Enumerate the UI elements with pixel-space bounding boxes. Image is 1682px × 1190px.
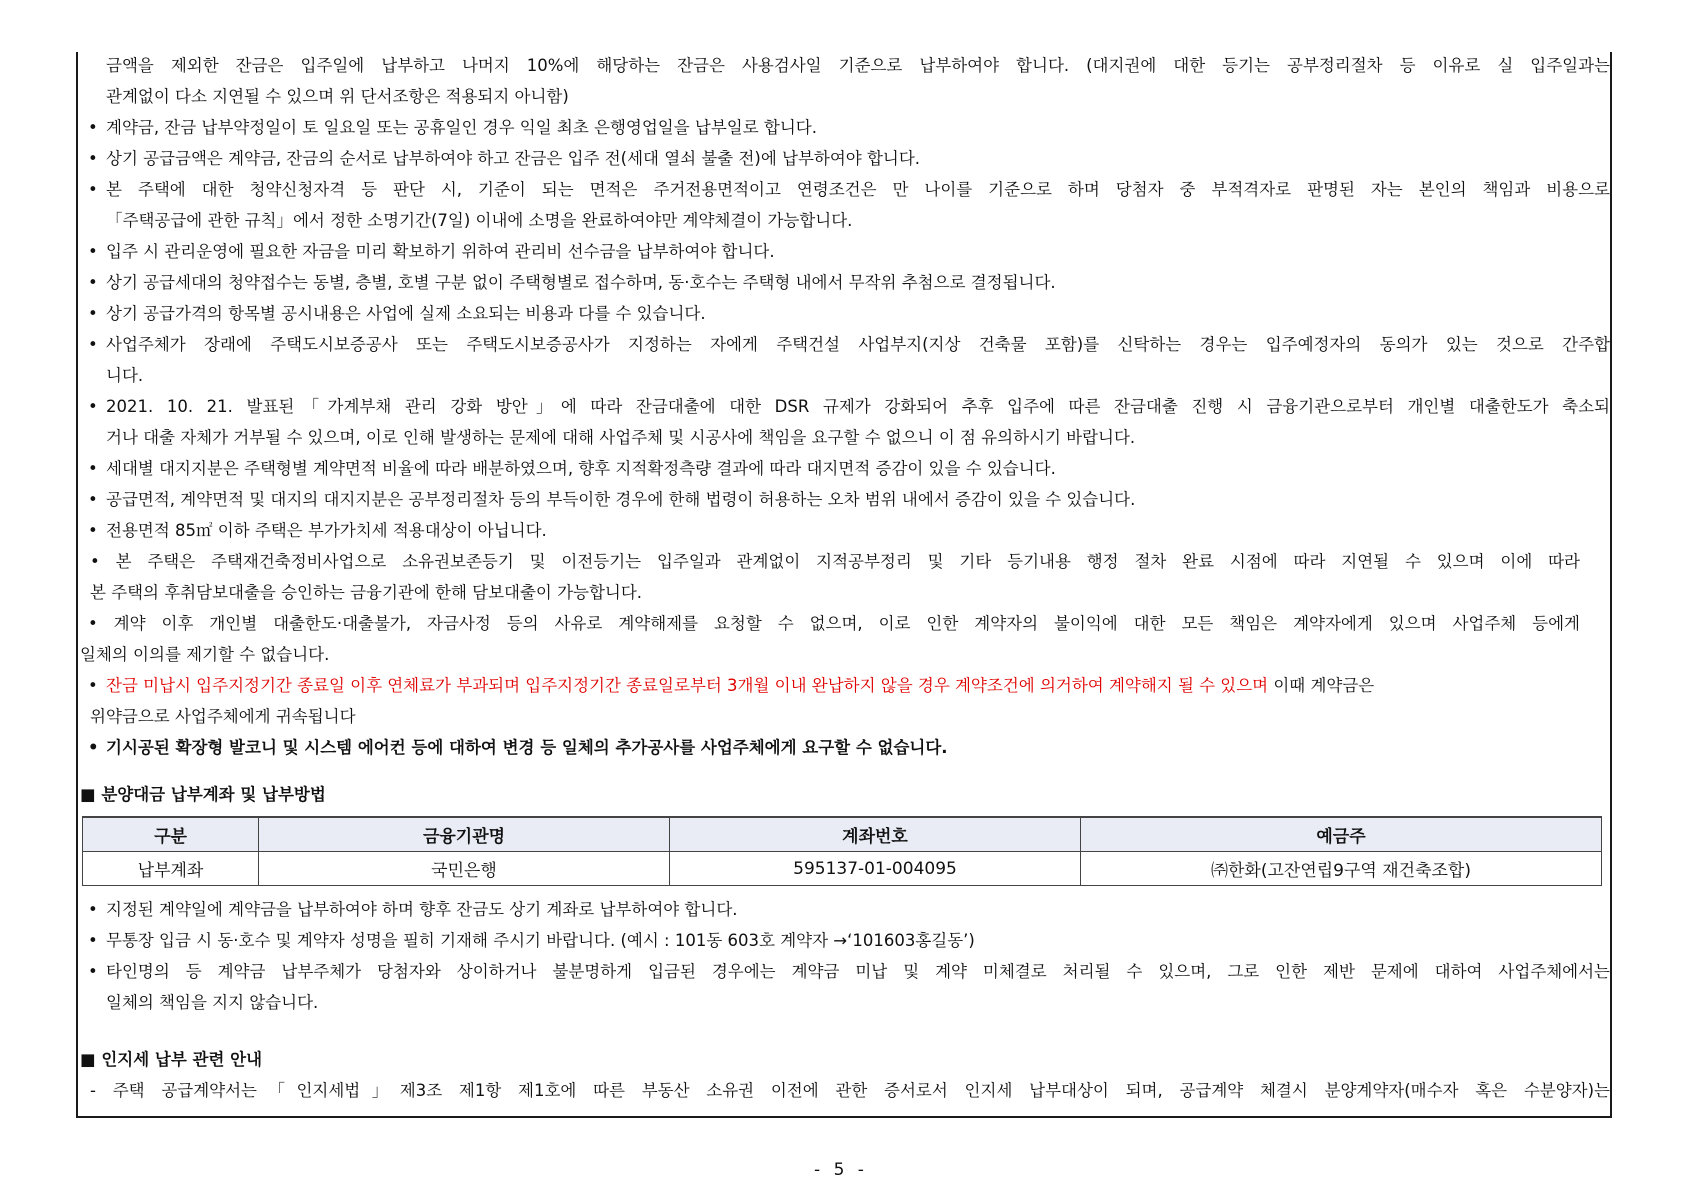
bullet-item: • 사업주체가 장래에 주택도시보증공사 또는 주택도시보증공사가 지정하는 자에게 주택건설 사업부지(지상 건축물 포함)를 신탁하는 경우는 입주예정자의 동의가 있는 것으로 간주합	[80, 329, 1610, 360]
notice-line: • 계약 이후 개인별 대출한도·대출불가, 자금사정 등의 사유로 계약해제를 요청할 수 없으며, 이로 인한 계약자의 불이익에 대한 모든 책임은 계약자에게 있으며 사업주체 등에게	[88, 614, 1580, 633]
notice-line: 일체의 이의를 제기할 수 없습니다.	[80, 645, 330, 664]
notice-line: • 본 주택은 주택재건축정비사업으로 소유권보존등기 및 이전등기는 입주일과 관계없이 지적공부정리 및 기타 등기내용 행정 절차 완료 시점에 따라 지연될 수 있으며 이에 따라	[90, 552, 1580, 571]
bullet-item: • 2021. 10. 21. 발표된「가계부채 관리 강화 방안」에 따라 잔금대출에 대한 DSR 규제가 강화되어 추후 입주에 따른 잔금대출 진행 시 금융기관으로부터 개인별 대출한도가 축소되	[80, 391, 1610, 422]
bullet-item: • 상기 공급금액은 계약금, 잔금의 순서로 납부하여야 하고 잔금은 입주 전(세대 열쇠 불출 전)에 납부하여야 합니다.	[80, 143, 1610, 174]
table-cell: 595137-01-004095	[670, 852, 1081, 886]
column-header: 금융기관명	[259, 817, 670, 852]
bullet-item: • 공급면적, 계약면적 및 대지의 대지지분은 공부정리절차 등의 부득이한 경우에 한해 법령이 허용하는 오차 범위 내에서 증감이 있을 수 있습니다.	[80, 484, 1610, 515]
bullet-item-warning	[80, 670, 1610, 701]
bullet-item: • 상기 공급가격의 항목별 공시내용은 사업에 실제 소요되는 비용과 다를 수 있습니다.	[80, 298, 1610, 329]
page-number: - 5 -	[814, 1160, 868, 1180]
warning-text: 잔금 미납시 입주지정기간 종료일 이후 연체료가 부과되며 입주지정기간 종료일로부터 3개월 이내 완납하지 않을 경우 계약조건에 의거하여 계약해지 될 수 있으며	[106, 676, 1269, 695]
section-heading-stamp-tax: ■ 인지세 납부 관련 안내	[80, 1050, 263, 1069]
notice-line: 「주택공급에 관한 규칙」에서 정한 소명기간(7일) 이내에 소명을 완료하여야만 계약체결이 가능합니다.	[106, 211, 853, 230]
column-header: 계좌번호	[670, 817, 1081, 852]
bullet-item: • 세대별 대지지분은 주택형별 계약면적 비율에 따라 배분하였으며, 향후 지적확정측량 결과에 따라 대지면적 증감이 있을 수 있습니다.	[80, 453, 1610, 484]
document-body	[80, 50, 1610, 1106]
section-heading-payment: ■ 분양대금 납부계좌 및 납부방법	[80, 785, 326, 804]
column-header: 예금주	[1081, 817, 1602, 852]
notice-line: 관계없이 다소 지연될 수 있으며 위 단서조항은 적용되지 아니함)	[106, 87, 569, 106]
bullet-item: • 무통장 입금 시 동·호수 및 계약자 성명을 필히 기재해 주시기 바랍니다. (예시 : 101동 603호 계약자 →‘101603홍길동’)	[80, 925, 1610, 956]
bullet-item: • 전용면적 85㎡ 이하 주택은 부가가치세 적용대상이 아닙니다.	[80, 515, 1610, 546]
notice-line: 거나 대출 자체가 거부될 수 있으며, 이로 인해 발생하는 문제에 대해 사업주체 및 시공사에 책임을 요구할 수 없으니 이 점 유의하시기 바랍니다.	[106, 428, 1136, 447]
account-table	[82, 816, 1602, 886]
table-cell: 납부계좌	[83, 852, 259, 886]
notice-line: 금액을 제외한 잔금은 입주일에 납부하고 나머지 10%에 해당하는 잔금은 사용검사일 기준으로 납부하여야 합니다. (대지권에 대한 등기는 공부정리절차 등 이유로 실 입주일과는	[106, 56, 1610, 75]
notice-text: 이때 계약금은	[1268, 676, 1375, 695]
notice-line: 니다.	[106, 366, 144, 385]
table-header-row	[83, 817, 1602, 852]
bullet-item: • 타인명의 등 계약금 납부주체가 당첨자와 상이하거나 불분명하게 입금된 경우에는 계약금 미납 및 계약 미체결로 처리될 수 있으며, 그로 인한 제반 문제에 대하여 사업주체에서는	[80, 956, 1610, 987]
notice-line: 일체의 책임을 지지 않습니다.	[106, 993, 319, 1012]
table-cell: ㈜한화(고잔연립9구역 재건축조합)	[1081, 852, 1602, 886]
notice-line: - 주택 공급계약서는「인지세법」제3조 제1항 제1호에 따른 부동산 소유권 이전에 관한 증서로서 인지세 납부대상이 되며, 공급계약 체결시 분양계약자(매수자 혹은 수분양자)는	[90, 1081, 1610, 1100]
table-row	[83, 852, 1602, 886]
table-cell: 국민은행	[259, 852, 670, 886]
bullet-item: • 계약금, 잔금 납부약정일이 토 일요일 또는 공휴일인 경우 익일 최초 은행영업일을 납부일로 합니다.	[80, 112, 1610, 143]
bullet-item-bold: • 기시공된 확장형 발코니 및 시스템 에어컨 등에 대하여 변경 등 일체의 추가공사를 사업주체에게 요구할 수 없습니다.	[80, 732, 1610, 763]
notice-line: 위약금으로 사업주체에게 귀속됩니다	[90, 707, 356, 726]
bullet-item: • 입주 시 관리운영에 필요한 자금을 미리 확보하기 위하여 관리비 선수금을 납부하여야 합니다.	[80, 236, 1610, 267]
column-header: 구분	[83, 817, 259, 852]
bullet-item: • 본 주택에 대한 청약신청자격 등 판단 시, 기준이 되는 면적은 주거전용면적이고 연령조건은 만 나이를 기준으로 하며 당첨자 중 부적격자로 판명된 자는 본인의 책임과 비용으로	[80, 174, 1610, 205]
notice-line: 본 주택의 후취담보대출을 승인하는 금융기관에 한해 담보대출이 가능합니다.	[90, 583, 643, 602]
bullet-item: • 지정된 계약일에 계약금을 납부하여야 하며 향후 잔금도 상기 계좌로 납부하여야 합니다.	[80, 894, 1610, 925]
bullet-item: • 상기 공급세대의 청약접수는 동별, 층별, 호별 구분 없이 주택형별로 접수하며, 동·호수는 주택형 내에서 무작위 추첨으로 결정됩니다.	[80, 267, 1610, 298]
